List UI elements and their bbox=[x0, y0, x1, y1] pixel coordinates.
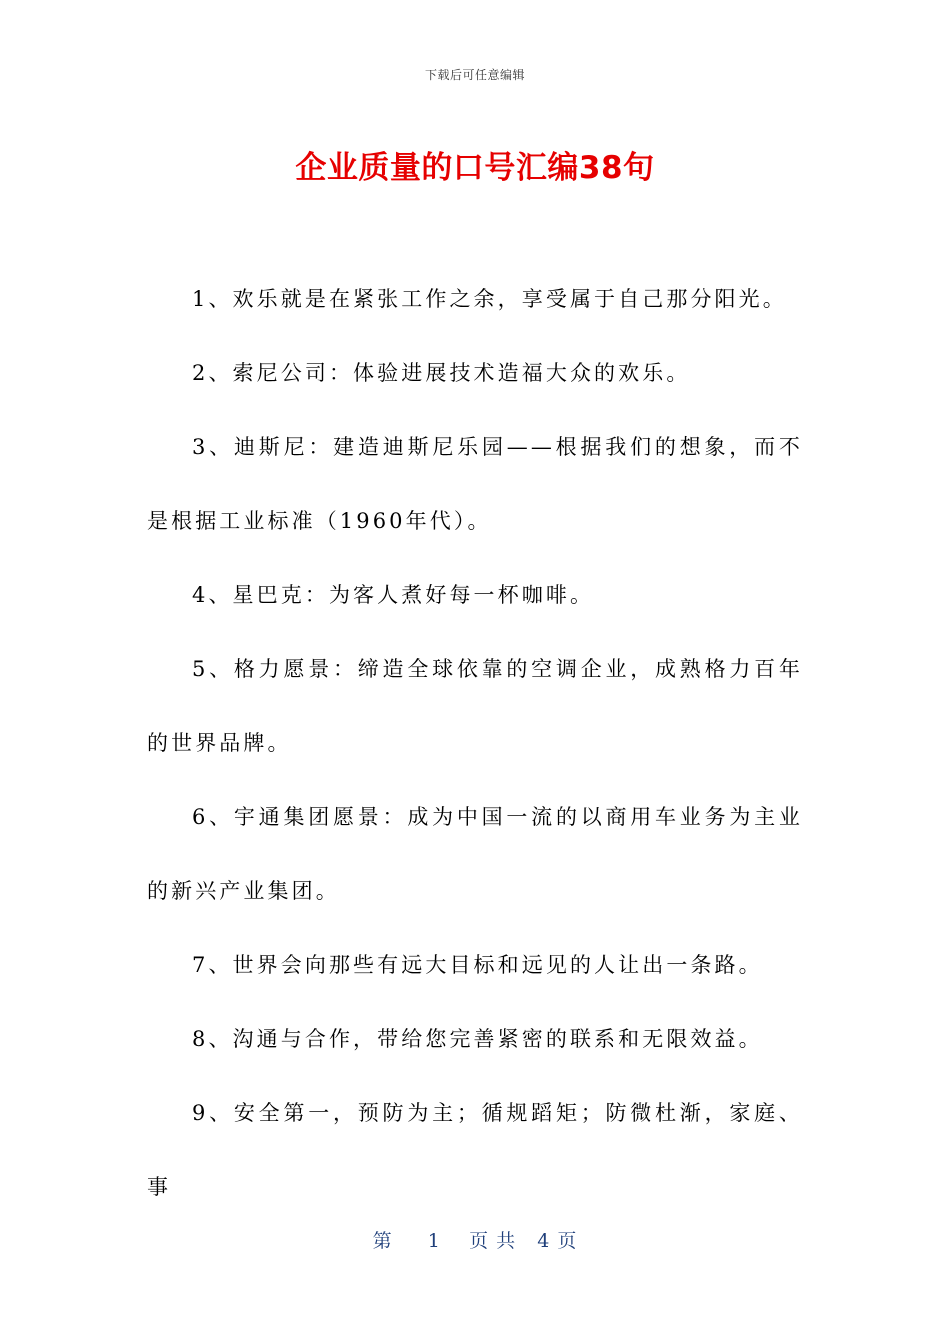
footer-suffix: 页 bbox=[557, 1230, 578, 1252]
paragraph: 5、格力愿景：缔造全球依靠的空调企业，成熟格力百年的世界品牌。 bbox=[147, 657, 803, 755]
paragraph: 2、索尼公司：体验进展技术造福大众的欢乐。 bbox=[192, 361, 691, 385]
footer-current-page: 1 bbox=[427, 1230, 441, 1252]
paragraph: 6、宇通集团愿景：成为中国一流的以商用车业务为主业的新兴产业集团。 bbox=[147, 805, 803, 903]
paragraph: 3、迪斯尼：建造迪斯尼乐园——根据我们的想象，而不是根据工业标准（1960年代）。 bbox=[147, 435, 803, 533]
paragraph: 1、欢乐就是在紧张工作之余，享受属于自己那分阳光。 bbox=[192, 287, 787, 311]
page-number-footer bbox=[0, 1226, 950, 1253]
paragraph: 7、世界会向那些有远大目标和远见的人让出一条路。 bbox=[192, 953, 763, 977]
footer-prefix: 第 bbox=[372, 1230, 393, 1252]
footer-middle: 页 共 bbox=[469, 1230, 517, 1252]
header-note: 下载后可任意编辑 bbox=[424, 68, 525, 82]
paragraph: 4、星巴克：为客人煮好每一杯咖啡。 bbox=[192, 583, 595, 607]
paragraph: 9、安全第一，预防为主；循规蹈矩；防微杜渐，家庭、事 bbox=[147, 1101, 803, 1199]
footer-total-pages: 4 bbox=[537, 1230, 551, 1252]
paragraph: 8、沟通与合作，带给您完善紧密的联系和无限效益。 bbox=[192, 1027, 763, 1051]
document-title: 企业质量的口号汇编38句 bbox=[295, 150, 655, 186]
document-body bbox=[147, 262, 803, 1224]
